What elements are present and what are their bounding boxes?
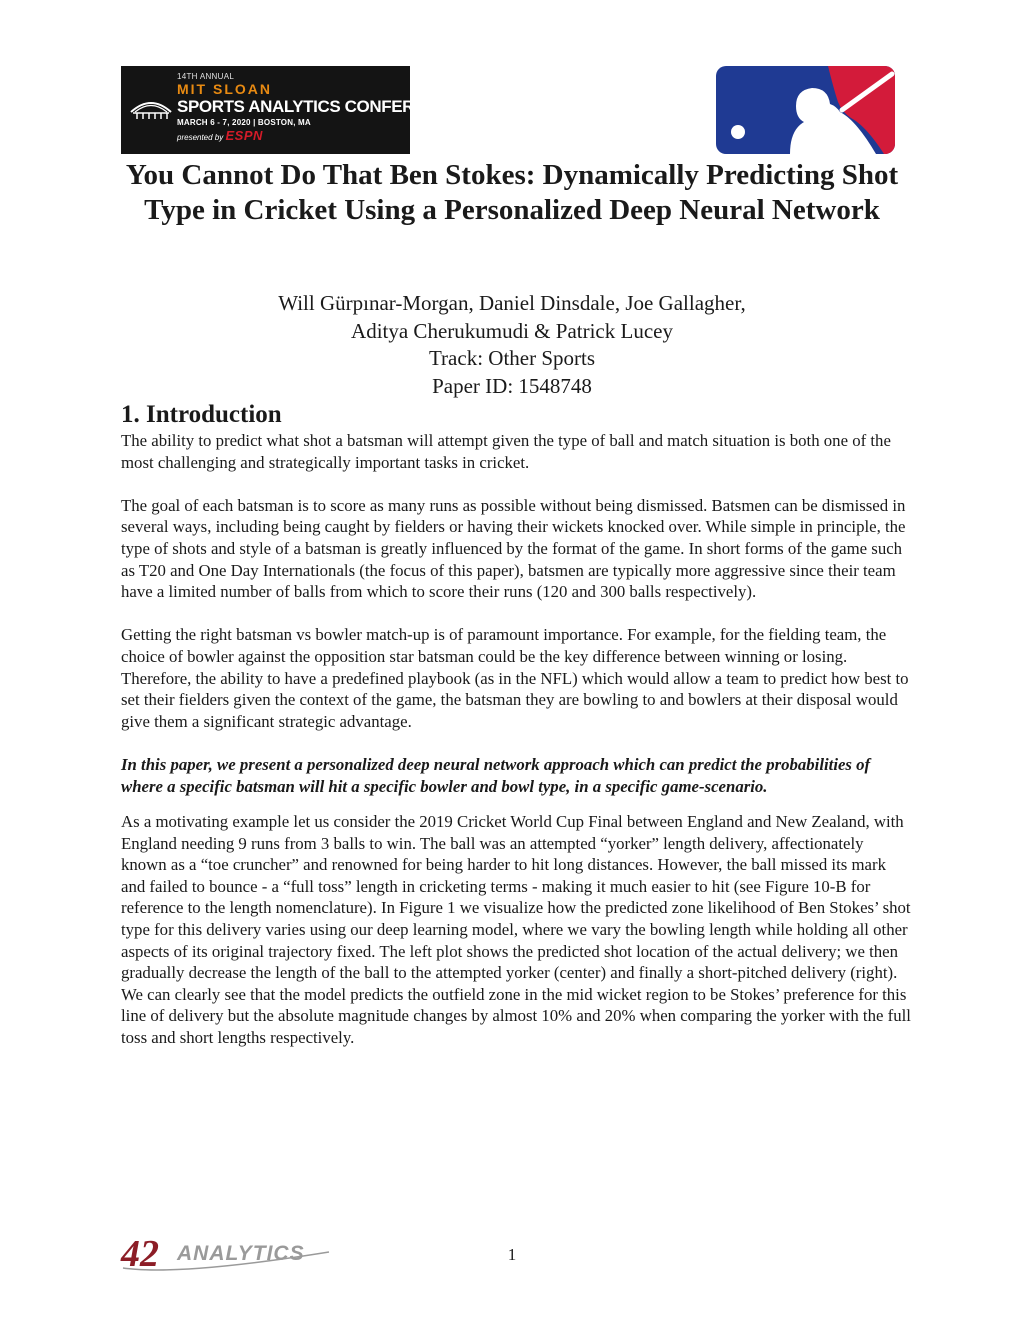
authors-line: Will Gürpınar-Morgan, Daniel Dinsdale, Joe Gallagher, [278,291,746,315]
section-body [121,430,911,1049]
paper-id: Paper ID: 1548748 [432,373,592,398]
presented-by-label: presented by [177,133,224,142]
section-heading: 1. Introduction [121,401,282,428]
logo-word: ANALYTICS [177,1242,305,1265]
paragraph: Getting the right batsman vs bowler match-up is of paramount importance. For example, for the fielding team, the choice of bowler against the opposition star batsman could be the key difference between winning or losing. Therefore, the ability to have a predefined playbook (as in the NFL) which would allow a team to predict how best to set their fielders given the context of the game, the batsman they are bowling to and bowlers at their disposal would give them a significant strategic advantage. [121,625,909,731]
authors-line: Aditya Cherukumudi & Patrick Lucey [351,318,673,343]
paragraph: As a motivating example let us consider the 2019 Cricket World Cup Final between England and New Zealand, with England needing 9 runs from 3 balls to win. The ball was an attempted “yorker” length delivery, affectionately known as a “toe cruncher” and renowned for being harder to hit long distances. However, the ball missed its mark and failed to bounce - a “full toss” length in cricketing terms - making it much easier to hit (see Figure 10-B for reference to the length nomenclature). In Figure 1 we visualize how the predicted zone likelihood of Ben Stokes’ shot type for this delivery varies using our deep learning model, where we vary the bowling length while holding all other aspects of its original trajectory fixed. The left plot shows the predicted shot location of the actual delivery; we then gradually decrease the length of the ball to the attempted yorker (center) and finally a short-pitched delivery (right). We can clearly see that the model predicts the outfield zone in the mid wicket region to be Stokes’ preference for this line of delivery but the absolute magnitude changes by almost 10% and 20% when comparing the yorker with the full toss and short lengths respectively. [121,812,911,1048]
paper-title: You Cannot Do That Ben Stokes: Dynamically Predicting Shot Type in Cricket Using a Personalized Deep Neural Network [125,159,899,226]
logo-number: 42 [121,1233,159,1274]
espn-logo: ESPN [225,128,263,143]
stadium-icon [129,92,173,122]
paragraph: The goal of each batsman is to score as many runs as possible without being dismissed. Batsmen can be dismissed in several ways, including being caught by fielders or having their wickets knocked over. While simple in principle, the type of shots and style of a batsman is greatly influenced by the format of the game. In short forms of the game such as T20 and One Day Internationals (the focus of this paper), batsmen are typically more aggressive since their team have a limited number of balls from which to score their runs (120 and 300 balls respectively). [121,495,906,602]
conference-logo [121,66,460,154]
author-block [112,290,912,400]
paragraph: The ability to predict what shot a batsman will attempt given the type of ball and match situation is both one of the most challenging and strategically important tasks in cricket. [121,431,891,472]
conference-org: MIT SLOAN [177,81,272,97]
conference-dates: MARCH 6 - 7, 2020 | BOSTON, MA [177,118,311,127]
track-label: Track: Other Sports [428,346,596,370]
page-number: 1 [507,1245,517,1264]
mlb-logo-icon [716,66,895,154]
paragraph-highlight: In this paper, we present a personalized deep neural network approach which can predict the probabilities of where a specific batsman will hit a specific bowler and bowl type, in a specific game-scenario. [121,754,871,796]
42-analytics-logo [119,1232,339,1274]
conference-presenter [177,129,402,145]
conference-name: SPORTS ANALYTICS CONFERENCE [177,97,460,116]
conference-annual: 14TH ANNUAL [177,72,235,81]
